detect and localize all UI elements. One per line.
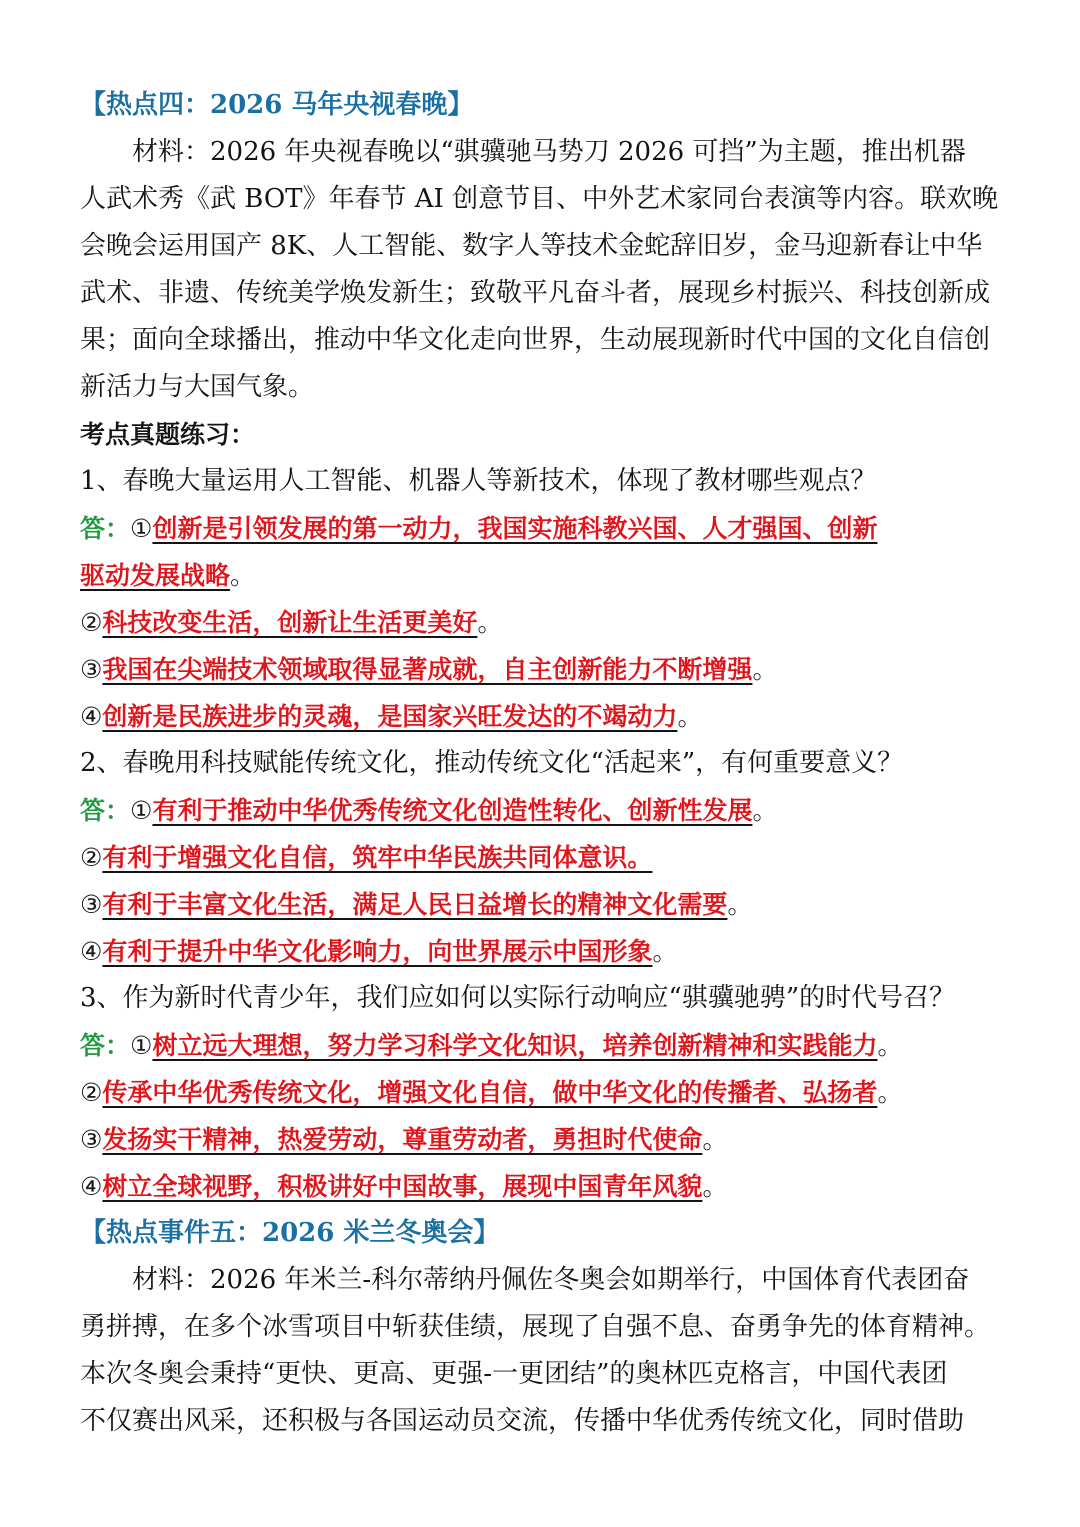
- q1-answer-2: [80, 599, 1002, 646]
- answer-text: 我国在尖端技术领域取得显著成就，自主创新能力不断增强: [102, 655, 753, 684]
- answer-number: ③: [80, 1125, 103, 1154]
- answer-number: ③: [80, 890, 103, 919]
- answer-text: 有利于丰富文化生活，满足人民日益增长的精神文化需要: [102, 890, 728, 919]
- answer-text: 发扬实干精神，热爱劳动，尊重劳动者，勇担时代使命: [102, 1125, 703, 1154]
- hot5-heading: 【热点事件五：2026 米兰冬奥会】: [80, 1218, 500, 1248]
- answer-number: ①: [130, 514, 153, 543]
- period: 。: [702, 1172, 728, 1201]
- period: 。: [230, 561, 256, 590]
- material-line: 人武术秀《武 BOT》年春节 AI 创意节目、中外艺术家同台表演等内容。联欢晚: [80, 184, 999, 214]
- material-line: 武术、非遗、传统美学焕发新生；致敬平凡奋斗者，展现乡村振兴、科技创新成: [80, 278, 991, 308]
- material-line: 会晚会运用国产 8K、人工智能、数字人等技术金蛇辞旧岁，金马迎新春让中华: [80, 231, 983, 261]
- answer-number: ②: [80, 608, 103, 637]
- question-1: 1、春晚大量运用人工智能、机器人等新技术，体现了教材哪些观点？: [80, 466, 877, 496]
- answer-text: 树立远大理想，努力学习科学文化知识，培养创新精神和实践能力: [152, 1031, 878, 1060]
- answer-label: 答：: [80, 1031, 131, 1060]
- answer-number: ③: [80, 655, 103, 684]
- q3-answer-4: [80, 1163, 1002, 1210]
- period: 。: [652, 937, 678, 966]
- material-line: 不仅赛出风采，还积极与各国运动员交流，传播中华优秀传统文化，同时借助: [80, 1406, 965, 1436]
- material-line: 本次冬奥会秉持“更快、更高、更强-一更团结”的奥林匹克格言，中国代表团: [80, 1359, 948, 1389]
- answer-number: ②: [80, 1078, 103, 1107]
- period: 。: [702, 1125, 728, 1154]
- answer-text: 创新是引领发展的第一动力，我国实施科教兴国、人才强国、创新: [152, 514, 878, 543]
- q3-answer-3: [80, 1116, 1002, 1163]
- q2-answer-1: [80, 787, 1002, 834]
- answer-text: 驱动发展战略: [80, 561, 231, 590]
- question-3: 3、作为新时代青少年，我们应如何以实际行动响应“骐骥驰骋”的时代号召？: [80, 983, 956, 1013]
- material-line: 勇拼搏，在多个冰雪项目中斩获佳绩，展现了自强不息、奋勇争先的体育精神。: [80, 1312, 991, 1342]
- answer-number: ④: [80, 1172, 103, 1201]
- period: 。: [727, 890, 753, 919]
- material-line: 果；面向全球播出，推动中华文化走向世界，生动展现新时代中国的文化自信创: [80, 325, 991, 355]
- material-line: 新活力与大国气象。: [80, 372, 315, 402]
- q2-answer-2: [80, 834, 1002, 881]
- answer-text: 创新是民族进步的灵魂，是国家兴旺发达的不竭动力: [102, 702, 678, 731]
- q2-answer-3: [80, 881, 1002, 928]
- q1-answer-1: [80, 505, 1002, 552]
- material-line: 材料：2026 年米兰-科尔蒂纳丹佩佐冬奥会如期举行，中国体育代表团奋: [132, 1265, 970, 1295]
- answer-number: ④: [80, 937, 103, 966]
- answer-label: 答：: [80, 514, 131, 543]
- hot4-heading: 【热点四：2026 马年央视春晚】: [80, 90, 474, 120]
- period: 。: [477, 608, 503, 637]
- hot5-material: [80, 1257, 1002, 1445]
- answer-number: ①: [130, 1031, 153, 1060]
- answer-number: ①: [130, 796, 153, 825]
- hot4-material: [80, 129, 1002, 411]
- period: 。: [752, 796, 778, 825]
- period: 。: [677, 702, 703, 731]
- q1-answer-1-cont: [80, 552, 1002, 599]
- q2-answer-4: [80, 928, 1002, 975]
- question-2: 2、春晚用科技赋能传统文化，推动传统文化“活起来”，有何重要意义？: [80, 748, 904, 778]
- answer-text: 有利于提升中华文化影响力，向世界展示中国形象: [102, 937, 653, 966]
- answer-text: 传承中华优秀传统文化，增强文化自信，做中华文化的传播者、弘扬者: [102, 1078, 878, 1107]
- answer-label: 答：: [80, 796, 131, 825]
- q1-answer-4: [80, 693, 1002, 740]
- material-line: 材料：2026 年央视春晚以“骐骥驰马势刀 2026 可挡”为主题，推出机器: [132, 137, 966, 167]
- answer-text: 科技改变生活，创新让生活更美好: [102, 608, 478, 637]
- answer-text: 有利于增强文化自信，筑牢中华民族共同体意识。: [102, 843, 653, 872]
- q1-answer-3: [80, 646, 1002, 693]
- answer-text: 树立全球视野，积极讲好中国故事，展现中国青年风貌: [102, 1172, 703, 1201]
- period: 。: [752, 655, 778, 684]
- q3-answer-1: [80, 1022, 1002, 1069]
- answer-number: ②: [80, 843, 103, 872]
- period: 。: [877, 1031, 903, 1060]
- period: 。: [877, 1078, 903, 1107]
- answer-number: ④: [80, 702, 103, 731]
- practice-title: 考点真题练习：: [80, 420, 256, 449]
- answer-text: 有利于推动中华优秀传统文化创造性转化、创新性发展: [152, 796, 753, 825]
- q3-answer-2: [80, 1069, 1002, 1116]
